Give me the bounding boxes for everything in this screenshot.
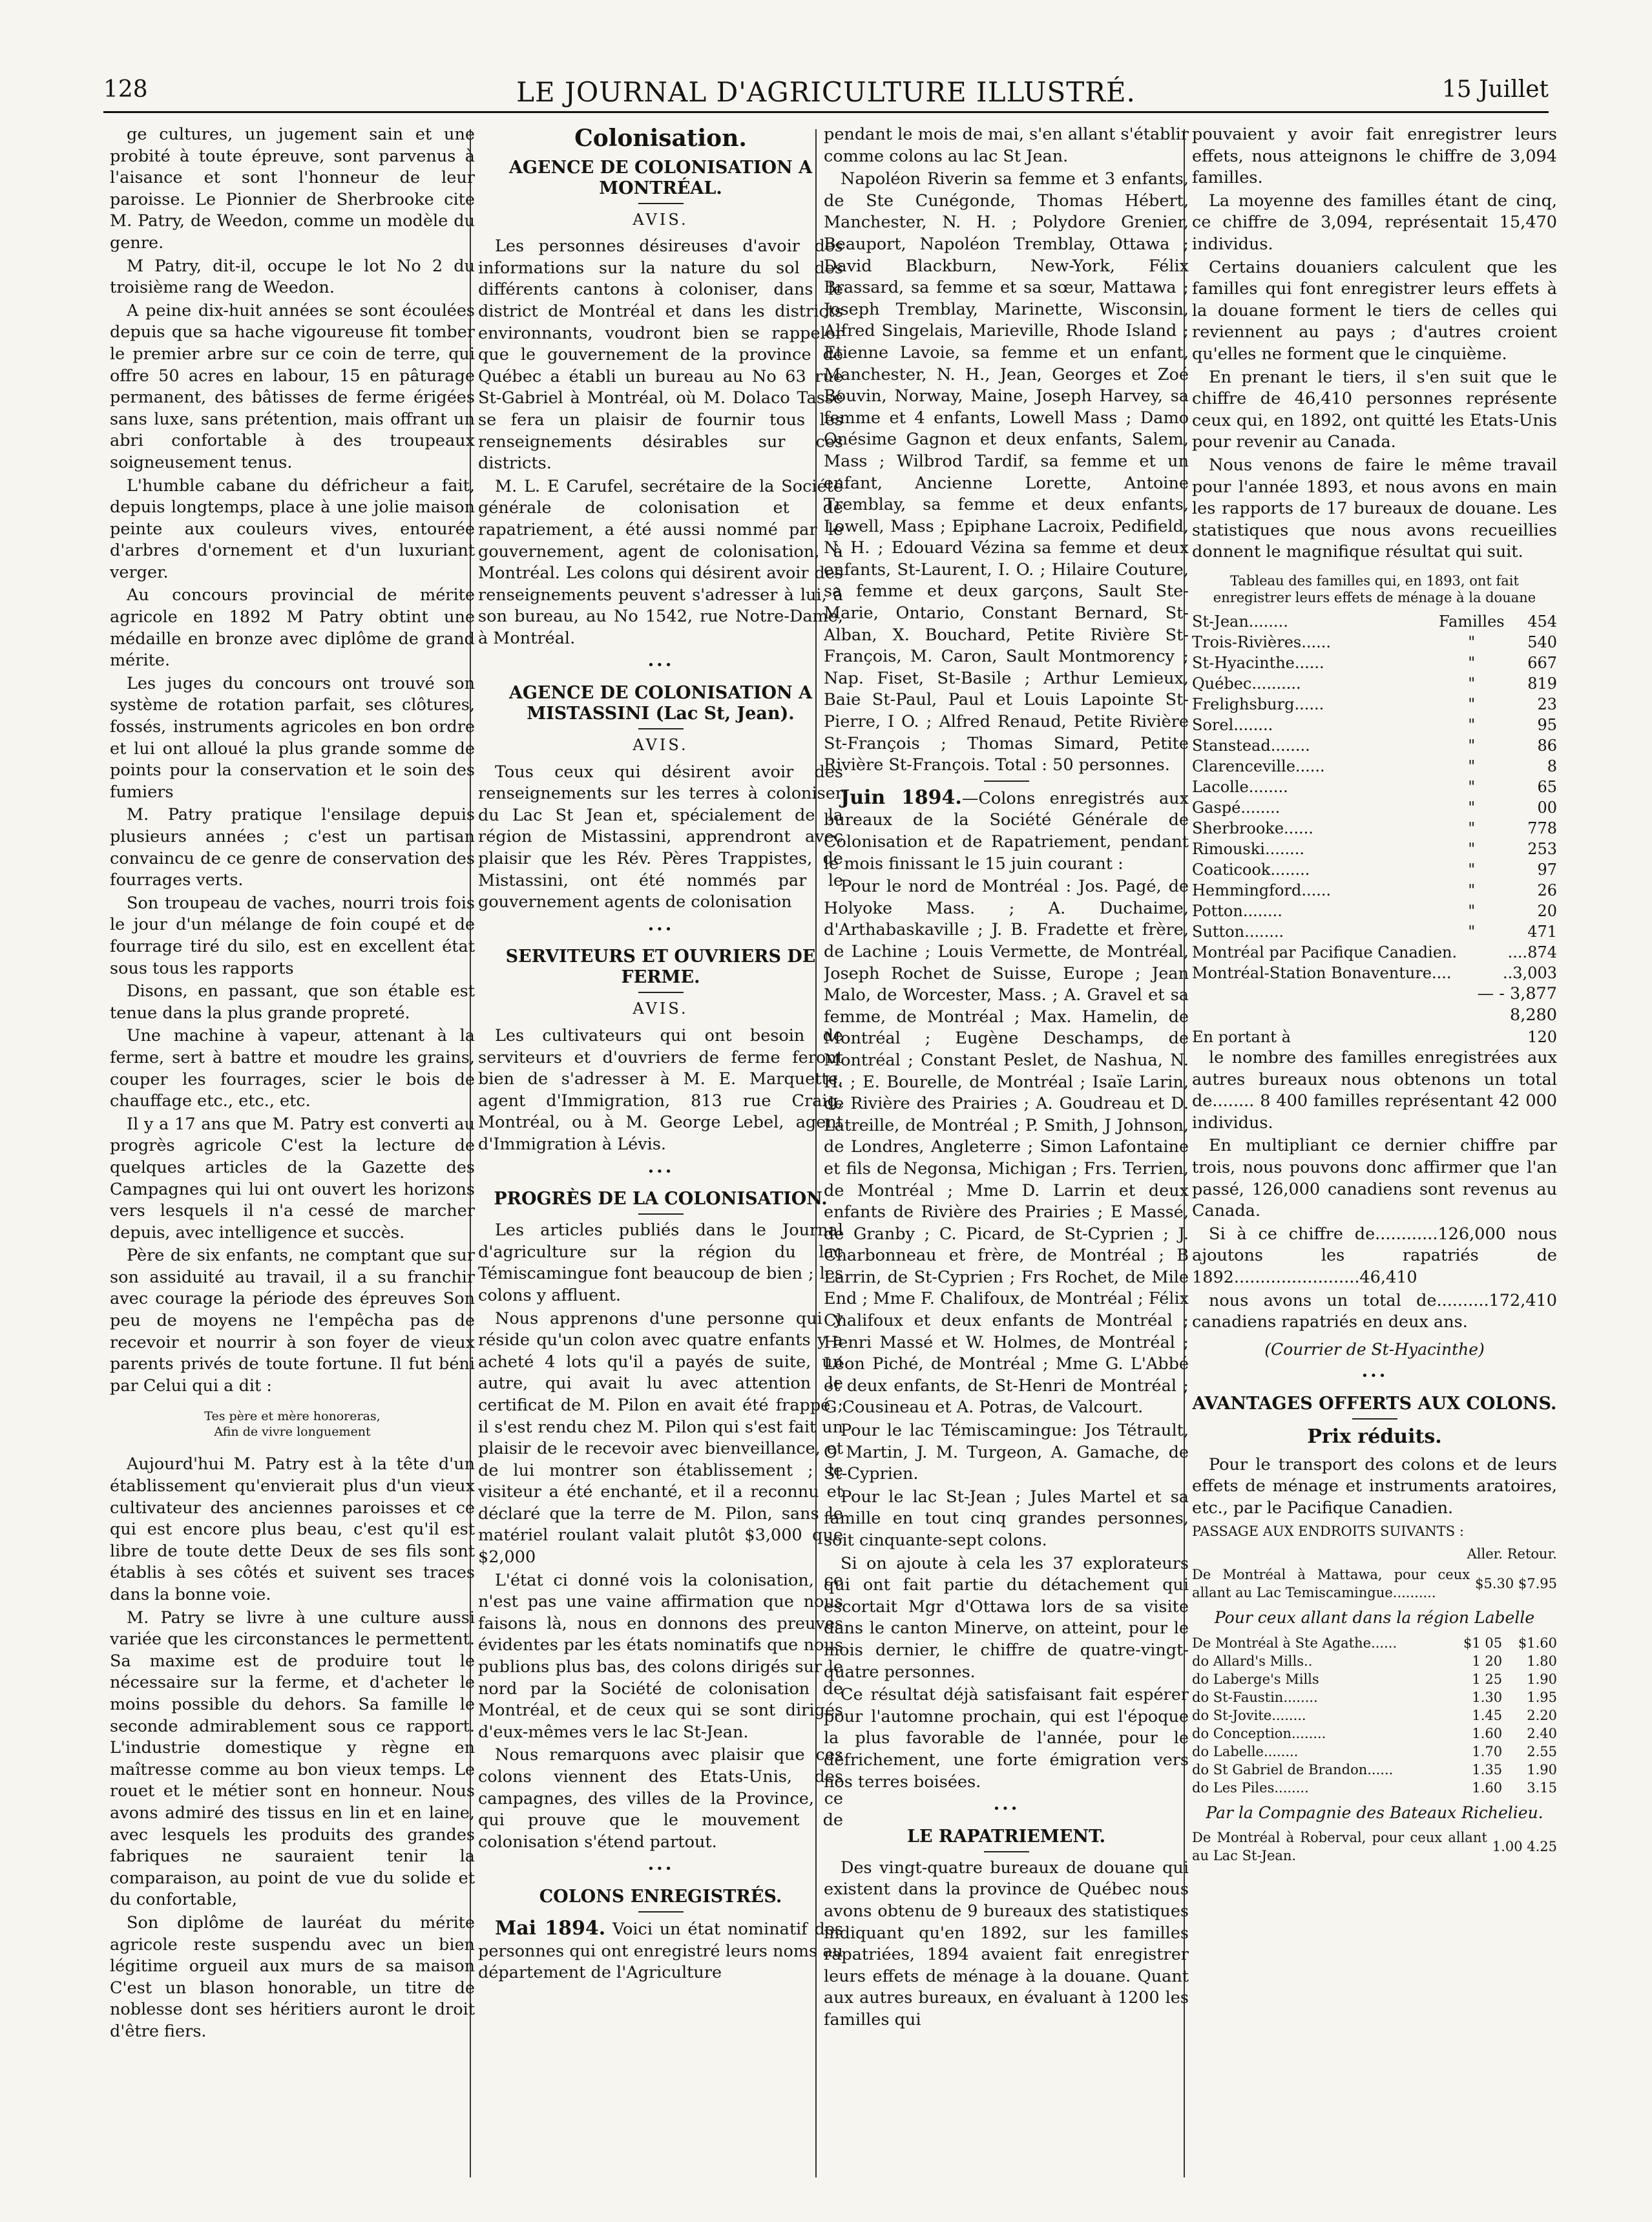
article-title: LE RAPATRIEMENT. [906, 1826, 1106, 1847]
issue-date: 15 Juillet [1441, 76, 1549, 103]
table-cell-mark: " [1468, 715, 1476, 734]
fare-table [1192, 1634, 1557, 1797]
fare-row [1192, 1670, 1557, 1688]
fare-price: 1.35 [1472, 1761, 1503, 1777]
source-credit: (Courrier de St-Hyacinthe) [1264, 1339, 1485, 1359]
paragraph: L'état ci donné vois la colonisation, ce n'est pas une vaine affirmation que nous faisons là, nous en donnons des preuves évidentes par les états nominatifs que nous publions plus bas, des colons dirigés sur le nord par la Société de colonisation de Montréal, et de ceux qui se sont dirigés d'eux-mêmes vers le lac St-Jean. [478, 1570, 843, 1742]
table-cell-place: St-Jean........ [1192, 612, 1288, 631]
fare-row [1192, 1634, 1557, 1652]
table-cell-mark: Familles [1438, 612, 1505, 631]
fare-route: De Montréal à Mattawa, pour ceux allant au Lac Temiscamingue.......... [1192, 1566, 1470, 1600]
divider [984, 781, 1029, 782]
paragraph: Des vingt-quatre bureaux de douane qui existent dans la province de Québec nous avons obtenu de 9 bureaux des statistiques indiquant qu'en 1892, sur les familles rapatriées, 1894 avaient fait enregistrer leurs effets de ménage à la douane. Quant aux autres bureaux, en évaluant à 1200 les familles qui [824, 1858, 1189, 2029]
paragraph: Il y a 17 ans que M. Patry est converti au progrès agricole C'est la lecture de quelques articles de la Gazette des Campagnes qui lui ont ouvert les horizons vers lesquels il n'a cessé de marcher depuis, avec intelligence et succès. [110, 1114, 475, 1242]
table-cell-mark: " [1468, 819, 1476, 837]
table-row [1192, 818, 1557, 839]
table-cell-value: 20 [1537, 901, 1557, 920]
fare-column-heads: Aller. Retour. [1467, 1546, 1557, 1562]
table-cell-value: 65 [1537, 777, 1557, 796]
paragraph: Nous venons de faire le même travail pour l'année 1893, et nous avons en main les rapports de 17 bureaux de douane. Les statistiques que nous avons recueillies donnent le magnifique résultat qui suit. [1192, 455, 1557, 562]
divider [638, 728, 684, 729]
paragraph: M. L. E Carufel, secrétaire de la Société générale de colonisation et de rapatriement, a été aussi nommé par le gouvernement, agent de colonisation, à Montréal. Les colons qui désirent avoir des renseignements peuvent s'adresser à lui, à son bureau, au No 1542, rue Notre-Dame, à Montréal. [478, 476, 843, 648]
paragraph: Ce résultat déjà satisfaisant fait espérer pour l'automne prochain, qui est l'époque la plus favorable de l'année, pour le défrichement, une forte émigration vers nos terres boisées. [824, 1685, 1189, 1792]
table-cell-value: 253 [1527, 839, 1557, 858]
paragraph: Les cultivateurs qui ont besoin de serviteurs et d'ouvriers de ferme feront bien de s'adresser à M. E. Marquette, agent d'Immigration, 813 rue Craig, Montréal, ou à M. George Lebel, agent d'Immigration à Lévis. [478, 1026, 843, 1154]
table-cell-value: ....874 [1507, 943, 1557, 961]
ornament: ••• [647, 1164, 674, 1179]
paragraph: Son troupeau de vaches, nourri trois fois le jour d'un mélange de foin coupé et de fourrage tiré du silo, est en excellent état sous tous les rapports [110, 893, 475, 978]
table-cell-value: 95 [1537, 715, 1557, 734]
fare-price: $1.60 [1518, 1635, 1557, 1651]
lead-text: —Colons enregistrés aux bureaux de la Société Générale de Colonisation et de Rapatriement, pendant le mois finissant le 15 juin courant : [824, 788, 1189, 874]
mattawa-fare [1192, 1566, 1557, 1602]
fare-price: 1.60 [1472, 1779, 1503, 1796]
table-cell-mark: " [1468, 633, 1476, 651]
paragraph: Les articles publiés dans le Journal d'agriculture sur la région du lac Témiscamingue font beaucoup de bien ; les colons y affluent. [478, 1221, 843, 1305]
table-cell-mark: " [1468, 839, 1476, 858]
article-title: AVANTAGES OFFERTS AUX COLONS. [1192, 1393, 1557, 1414]
fare-route: do Allard's Mills.. [1192, 1653, 1313, 1669]
lead-date: Mai 1894. [495, 1916, 606, 1940]
poem-line: Afin de vivre longuement [214, 1425, 371, 1440]
fare-row [1192, 1761, 1557, 1779]
header-rule [103, 111, 1549, 113]
table-cell-mark: " [1468, 860, 1476, 879]
paragraph: Certains douaniers calculent que les familles qui font enregistrer leurs effets à la douane forment le tiers de celles qui reviennent au pays ; d'autres croient qu'elles ne forment que le cinquième. [1192, 257, 1557, 364]
table-cell-mark: " [1468, 653, 1476, 672]
table-row [1192, 632, 1557, 653]
richelieu-title: Par la Compagnie des Bateaux Richelieu. [1206, 1803, 1543, 1822]
table-cell-value: 454 [1527, 612, 1557, 631]
table-cell-value: 00 [1537, 798, 1557, 817]
divider [638, 203, 684, 204]
en-portant-value: 120 [1527, 1028, 1557, 1047]
paragraph: Pour le lac Témiscamingue: Jos Tétrault, O Martin, J. M. Turgeon, A. Gamache, de St-Cyprien. [824, 1421, 1189, 1484]
labelle-title: Pour ceux allant dans la région Labelle [1214, 1608, 1535, 1627]
table-cell-place: Sherbrooke...... [1192, 819, 1313, 837]
fare-price: 2.20 [1527, 1707, 1557, 1723]
column-4 [1192, 124, 1557, 2179]
fare-price: 2.40 [1527, 1725, 1557, 1741]
article-title: PROGRÈS DE LA COLONISATION. [494, 1189, 828, 1210]
page-number: 128 [103, 76, 148, 103]
table-row [1192, 735, 1557, 756]
divider [984, 1851, 1029, 1852]
paragraph: Si on ajoute à cela les 37 explorateurs qui ont fait partie du détachement qui escortait Mgr d'Ottawa lors de sa visite dans le canton Minerve, on atteint, pour le mois dernier, le chiffre de quatre-vingt-quatre personnes. [824, 1553, 1189, 1682]
table-cell-value: 471 [1527, 922, 1557, 941]
table-row [1192, 859, 1557, 880]
paragraph: Son diplôme de lauréat du mérite agricole reste suspendu avec un bien légitime orgueil aux murs de sa maison C'est un blason honorable, un titre de noblesse dont ses héritiers auront le droit d'être fiers. [110, 1913, 475, 2041]
paragraph: Pour le transport des colons et de leurs effets de ménage et instruments aratoires, etc., par le Pacifique Canadien. [1192, 1454, 1557, 1518]
paragraph: M Patry, dit-il, occupe le lot No 2 du troisième rang de Weedon. [110, 256, 475, 298]
notice-label: AVIS. [633, 210, 689, 229]
paragraph: Au concours provincial de mérite agricole en 1892 M Patry obtint une médaille en bronze avec diplôme de grand mérite. [110, 585, 475, 671]
table-cell-place: Québec.......... [1192, 674, 1301, 693]
paragraph: Les personnes désireuses d'avoir des informations sur la nature du sol des différents cantons à coloniser, dans le district de Montréal et dans les districts environnants, voudront bien se rappeler que le gouvernement de la province de Québec a établi un bureau au No 63 rue St-Gabriel à Montréal, où M. Dolaco Tassé se fera un plaisir de fournir tous les renseignements désirables sur ces districts. [478, 236, 843, 474]
paragraph: Les juges du concours ont trouvé son système de rotation parfait, ses clôtures, fossés, instruments agricoles en bon ordre et lui ont alloué la plus grande somme de points pour la conservation et le soin des fumiers [110, 673, 475, 802]
fare-price: 1.00 4.25 [1492, 1839, 1557, 1855]
table-cell-place: Potton........ [1192, 901, 1282, 920]
fare-price: 1.30 [1472, 1689, 1503, 1705]
table-cell-value: 667 [1527, 653, 1557, 672]
table-row [1192, 921, 1557, 942]
table-cell-place: St-Hyacinthe...... [1192, 653, 1324, 672]
fare-row [1192, 1779, 1557, 1797]
journal-title: LE JOURNAL D'AGRICULTURE ILLUSTRÉ. [516, 76, 1136, 108]
paragraph: La moyenne des familles étant de cinq, ce chiffre de 3,094, représentait 15,470 individus. [1192, 191, 1557, 254]
table-cell-value: 97 [1537, 860, 1557, 879]
table-cell-value: 778 [1527, 819, 1557, 837]
divider [638, 992, 684, 993]
fare-price: 1.70 [1472, 1743, 1503, 1759]
table-row [1192, 694, 1557, 715]
en-portant-row [1192, 1027, 1557, 1047]
fare-route: do Conception........ [1192, 1725, 1326, 1741]
fare-row [1192, 1743, 1557, 1761]
paragraph: Nous apprenons d'une personne qui y réside qu'un colon avec quatre enfants y a acheté 4 lots qu'il a payés de suite, un autre, qui avait lu avec attention le certificat de M. Pilon en avait été frappé ; il s'est rendu chez M. Pilon qui s'est fait un plaisir de le recevoir avec bienveillance, et de lui montrer son établissement ; le visiteur a été enchanté, et il a reconnu et déclaré que la terre de M. Pilon, sans le matériel roulant valait plutôt $3,000 que $2,000 [478, 1308, 843, 1567]
paragraph: le nombre des familles enregistrées aux autres bureaux nous obtenons un total de........ 8 400 familles représentant 42 000 individus. [1192, 1048, 1557, 1133]
paragraph: En prenant le tiers, il s'en suit que le chiffre de 46,410 personnes représente ceux qui, en 1892, ont quitté les Etats-Unis pour revenir au Canada. [1192, 367, 1557, 452]
total: 8,280 [1509, 1005, 1557, 1025]
poem-quote [110, 1409, 475, 1440]
fare-price: 1.60 [1472, 1725, 1503, 1741]
article-title: SERVITEURS ET OUVRIERS DE FERME. [505, 947, 816, 988]
table-cell-place: Sutton........ [1192, 922, 1284, 941]
table-cell-place: Montréal par Pacifique Canadien. [1192, 943, 1458, 961]
divider [1352, 1418, 1397, 1420]
fare-price: 1.90 [1527, 1671, 1557, 1687]
fare-row [1192, 1706, 1557, 1724]
table-row [1192, 942, 1557, 963]
paragraph: ge cultures, un jugement sain et une probité à toute épreuve, sont parvenus à l'aisance et sont l'honneur de leur paroisse. Le Pionnier de Sherbrooke cite M. Patry, de Weedon, comme un modèle du genre. [110, 125, 475, 253]
fare-price: 3.15 [1527, 1779, 1557, 1796]
table-cell-place: Coaticook........ [1192, 860, 1310, 879]
column-3 [824, 124, 1189, 2179]
fare-price: 1.90 [1527, 1761, 1557, 1777]
table-cell-value: ..3,003 [1503, 963, 1557, 982]
fare-price: 1.80 [1527, 1653, 1557, 1669]
fare-route: do St-Faustin........ [1192, 1689, 1318, 1705]
table-row [1192, 797, 1557, 818]
page-header [103, 76, 1549, 115]
paragraph: Tous ceux qui désirent avoir des renseignements sur les terres à coloniser du Lac St Jean et, spécialement de la région de Mistassini, apprendront avec plaisir que les Rév. Pères Trappistes, de Mistassini, ont été nommés par le gouvernement agents de colonisation [478, 762, 843, 912]
fare-price: 1 25 [1472, 1671, 1503, 1687]
table-cell-mark: " [1468, 922, 1476, 941]
paragraph: En multipliant ce dernier chiffre par trois, nous pouvons donc affirmer que l'an passé, 126,000 canadiens sont revenus au Canada. [1192, 1136, 1557, 1221]
fare-route: do St Gabriel de Brandon...... [1192, 1761, 1394, 1777]
subtotal: — - 3,877 [1477, 983, 1557, 1003]
paragraph: Si à ce chiffre de............126,000 nous ajoutons les rapatriés de 1892........................46,410 [1192, 1224, 1557, 1287]
table-row [1192, 880, 1557, 901]
lead-date: Juin 1894. [841, 786, 962, 809]
table-row [1192, 653, 1557, 673]
table-cell-mark: " [1468, 901, 1476, 920]
table-cell-place: Hemmingford...... [1192, 881, 1332, 899]
fare-price: 2.55 [1527, 1743, 1557, 1759]
table-cell-place: Gaspé........ [1192, 798, 1281, 817]
paragraph: pouvaient y avoir fait enregistrer leurs effets, nous atteignons le chiffre de 3,094 familles. [1192, 125, 1557, 188]
column-1 [110, 124, 475, 2179]
paragraph [478, 1918, 843, 1984]
table-cell-value: 86 [1537, 736, 1557, 755]
paragraph: pendant le mois de mai, s'en allant s'établir comme colons au lac St Jean. [824, 125, 1189, 166]
table-cell-place: Frelighsburg...... [1192, 695, 1324, 713]
table-row [1192, 611, 1557, 632]
poem-line: Tes père et mère honoreras, [204, 1409, 381, 1424]
divider [638, 1213, 684, 1215]
divider [638, 1911, 684, 1913]
fare-price: 1.95 [1527, 1689, 1557, 1705]
ornament: ••• [993, 1802, 1019, 1816]
paragraph: M. Patry pratique l'ensilage depuis plusieurs années ; c'est un partisan convaincu de ce genre de conservation des fourrages verts. [110, 805, 475, 890]
table-cell-place: Montréal-Station Bonaventure.... [1192, 963, 1452, 982]
notice-label: AVIS. [633, 736, 689, 755]
paragraph: Disons, en passant, que son étable est tenue dans la plus grande propreté. [110, 981, 475, 1023]
table-cell-mark: " [1468, 777, 1476, 796]
en-portant-label: En portant à [1192, 1028, 1291, 1047]
article-title: COLONS ENREGISTRÉS. [539, 1886, 782, 1907]
ornament: ••• [647, 658, 674, 673]
table-cell-mark: " [1468, 674, 1476, 693]
table-cell-value: 819 [1527, 674, 1557, 693]
paragraph: M. Patry se livre à une culture aussi variée que les circonstances le permettent. Sa maxime est de produire tout le nécessaire sur la ferme, et d'acheter le moins possible du dehors. Sa famille le seconde admirablement sous ce rapport. L'industrie domestique y règne en maîtresse comme au bon vieux temps. Le rouet et le métier sont en honneur. Nous avons admiré des tissus en lin et en laine, avec lesquels les produits des grandes fabriques ne sauraient tenir la comparaison, au point de vue du solide et du confortable, [110, 1608, 475, 1910]
table-row [1192, 901, 1557, 921]
passage-title: PASSAGE AUX ENDROITS SUIVANTS : [1192, 1524, 1464, 1540]
paragraph: L'humble cabane du défricheur a fait, depuis longtemps, place à une jolie maison peinte aux couleurs vives, entourée d'arbres d'ornement et d'un luxuriant verger. [110, 476, 475, 582]
paragraph: A peine dix-huit années se sont écoulées depuis que sa hache vigoureuse fit tomber le premier arbre sur ce coin de terre, qui offre 50 acres en labour, 15 en pâturage permanent, des bâtisses de ferme érigées sans luxe, sans prétention, mais offrant un abri confortable à des troupeaux soigneusement tenus. [110, 300, 475, 472]
customs-table [1192, 611, 1557, 942]
fare-price: 1.45 [1472, 1707, 1503, 1723]
paragraph: Pour le nord de Montréal : Jos. Pagé, de Holyoke Mass. ; A. Duchaime, d'Arthabaskaville ; J. B. Fradette et frère, de Lachine ; Louis Vermette, de Montréal, Joseph Rochet de Suisse, Europe ; Jean Malo, de Worcester, Mass. ; A. Gravel et sa femme, de Montréal ; Max. Hamelin, de Montréal ; Eugène Deschamps, de Montréal ; Constant Peslet, de Nashua, N. H. ; E. Bourelle, de Montréal ; Isaïe Larin, de Rivière des Prairies ; A. Goudreau et D. Latreille, de Montréal ; P. Smith, J Johnson, de Londres, Angleterre ; Simon Lafontaine et fils de Negonsa, Michigan ; Frs. Terrien, de Montréal ; Mme D. Larrin et deux enfants de Rivière des Prairies ; E Massé, de Granby ; C. Picard, de St-Cyprien ; J. Charbonneau et frère, de Montréal ; B Larrin, de St-Cyprien ; Frs Rochet, de Mile End ; Mme F. Chalifoux, de Montréal ; Félix Chalifoux et deux enfants de Montréal ; Henri Massé et W. Holmes, de Montréal ; Léon Piché, de Montréal ; Mme G. L'Abbé et deux enfants, de St-Henri de Montréal ; G Cousineau et A. Potras, de Valcourt. [824, 877, 1189, 1418]
paragraph: Aujourd'hui M. Patry est à la tête d'un établissement qu'envierait plus d'un vieux cultivateur des anciennes paroisses et ce qui est encore plus beau, c'est qu'il est libre de toute dette Deux de ses fils sont établis à ses côtés et suivent ses traces dans la bonne voie. [110, 1454, 475, 1604]
table-cell-mark: " [1468, 695, 1476, 713]
table-cell-mark: " [1468, 881, 1476, 899]
paragraph: Pour le lac St-Jean ; Jules Martel et sa famille en tout cinq grandes personnes, soit cinquante-sept colons. [824, 1487, 1189, 1550]
table-row [1192, 777, 1557, 797]
table-row [1192, 673, 1557, 694]
table-cell-place: Lacolle........ [1192, 777, 1288, 796]
fare-route: De Montréal à Ste Agathe...... [1192, 1635, 1397, 1651]
ornament: ••• [647, 922, 674, 936]
paragraph: Père de six enfants, ne comptant que sur son assiduité au travail, il a su franchir avec courage la période des épreuves Son peu de moyens ne l'empêcha pas de recevoir et nourrir à son foyer de vieux parents privés de toute fortune. Il fut béni par Celui qui a dit : [110, 1246, 475, 1396]
fare-price: $1 05 [1463, 1635, 1503, 1651]
paragraph: Napoléon Riverin sa femme et 3 enfants, de Ste Cunégonde, Thomas Hébert, Manchester, N. H. ; Polydore Grenier, Beauport, Napoléon Tremblay, Ottawa ; David Blackburn, New-York, Félix Brassard, sa femme et sa sœur, Mattawa ; Joseph Tremblay, Marinette, Wisconsin, Alfred Singelais, Marieville, Rhode Island ; Etienne Lavoie, sa femme et un enfant, Manchester, N. H., Jean, Georges et Zoé Bouvin, Norway, Maine, Joseph Harvey, sa femme et 4 enfants, Lowell Mass ; Damo Onésime Gagnon et deux enfants, Salem, Mass ; Wilbrod Tardif, sa femme et un enfant, Ancienne Lorette, Antoine Tremblay, sa femme et deux enfants, Lowell, Mass ; Epiphane Lacroix, Pedifield, N. H. ; Edouard Vézina sa femme et deux enfants, St-Laurent, I. O. ; Hilaire Couture, sa femme et deux garçons, Sault Ste-Marie, Ontario, Constant Bernard, St-Alban, X. Bouchard, Petite Rivière St-François, M. Caron, Sault Montmorency ; Nap. Fiset, St-Basile ; Arthur Lemieux, Baie St-Paul, Paul et Louis Lapointe St-Pierre, I O. ; Alfred Renaud, Petite Rivière St-François ; Thomas Simard, Petite Rivière St-François. Total : 50 personnes. [824, 169, 1189, 775]
ornament: ••• [1361, 1369, 1388, 1383]
table-cell-place: Clarenceville...... [1192, 757, 1325, 775]
column-2 [478, 124, 843, 2179]
lead-text: Voici un état nominatif des personnes qui ont enregistré leurs noms au département de l'Agriculture [478, 1919, 843, 1983]
fare-route: do Laberge's Mills [1192, 1671, 1319, 1687]
table-cell-value: 8 [1547, 757, 1557, 775]
fare-row [1192, 1724, 1557, 1743]
table-cell-place: Sorel........ [1192, 715, 1273, 734]
subsection-title: Prix réduits. [1307, 1425, 1442, 1448]
article-title: AGENCE DE COLONISATION A MISTASSINI (Lac St, Jean). [508, 683, 813, 724]
section-title: Colonisation. [574, 125, 747, 152]
table-cell-place: Stanstead........ [1192, 736, 1310, 755]
paragraph: Une machine à vapeur, attenant à la ferme, sert à battre et moudre les grains, couper les fourrages, scier le bois de chauffage etc., etc., etc. [110, 1026, 475, 1111]
table-cell-place: Rimouski........ [1192, 839, 1304, 858]
table-cell-mark: " [1468, 736, 1476, 755]
table-row [1192, 839, 1557, 859]
fare-row [1192, 1652, 1557, 1670]
table-cell-value: 23 [1537, 695, 1557, 713]
table-row [1192, 963, 1557, 983]
table-row [1192, 715, 1557, 735]
notice-label: AVIS. [633, 1000, 689, 1018]
fare-row [1192, 1688, 1557, 1706]
article-title: AGENCE DE COLONISATION A MONTRÉAL. [508, 157, 813, 198]
table-title: Tableau des familles qui, en 1893, ont fait enregistrer leurs effets de ménage à la douane [1213, 572, 1536, 605]
table-cell-mark: " [1468, 757, 1476, 775]
paragraph [824, 787, 1189, 875]
fare-route: do St-Jovite........ [1192, 1707, 1306, 1723]
fare-route: do Les Piles........ [1192, 1779, 1309, 1796]
fare-price: 1 20 [1472, 1653, 1503, 1669]
table-cell-value: 26 [1537, 881, 1557, 899]
ornament: ••• [647, 1862, 674, 1876]
fare-route: De Montréal à Roberval, pour ceux allant au Lac St-Jean. [1192, 1830, 1487, 1864]
customs-table-extra [1192, 942, 1557, 983]
paragraph: nous avons un total de..........172,410 canadiens rapatriés en deux ans. [1192, 1290, 1557, 1332]
table-cell-mark: " [1468, 798, 1476, 817]
roberval-fare [1192, 1829, 1557, 1865]
fare-price: $5.30 $7.95 [1475, 1575, 1557, 1591]
table-cell-place: Trois-Rivières...... [1192, 633, 1331, 651]
fare-route: do Labelle........ [1192, 1743, 1299, 1759]
table-cell-value: 540 [1527, 633, 1557, 651]
table-row [1192, 756, 1557, 777]
paragraph: Nous remarquons avec plaisir que ces colons viennent des Etats-Unis, des campagnes, des villes de la Province, ce qui prouve que le mouvement de colonisation s'étend partout. [478, 1745, 843, 1852]
